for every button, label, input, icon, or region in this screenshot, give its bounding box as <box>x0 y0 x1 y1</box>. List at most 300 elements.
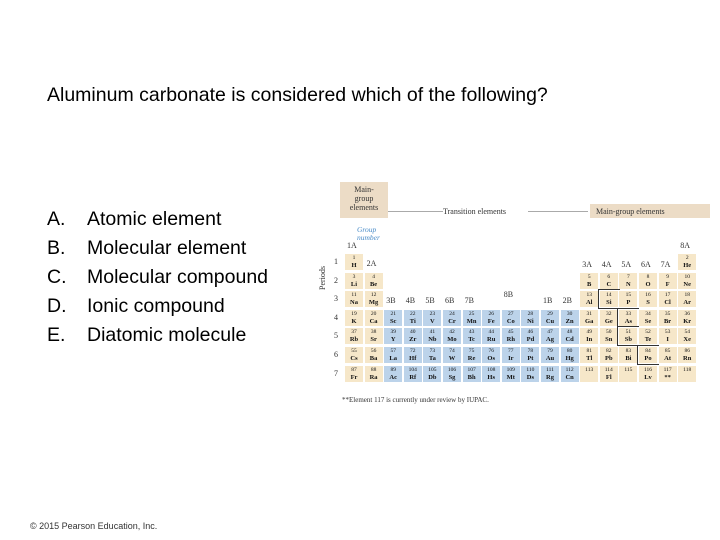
transition-label: Transition elements <box>443 207 507 216</box>
element-cell <box>383 327 403 345</box>
element-cell <box>658 290 678 308</box>
element-symbol: H <box>351 262 357 269</box>
element-symbol: Mn <box>466 317 477 325</box>
element-symbol: Co <box>506 317 515 325</box>
element-symbol: Si <box>606 299 612 307</box>
element-cell <box>579 365 599 383</box>
group-label-g3: 3B <box>386 296 396 305</box>
period-number: 1 <box>334 257 338 266</box>
option-text: Molecular compound <box>87 266 269 288</box>
group-label-g4: 4B <box>405 296 416 305</box>
periodic-table-figure <box>318 182 710 410</box>
option-letter: A. <box>47 208 66 230</box>
atomic-number: 23 <box>429 310 436 317</box>
element-cell <box>442 309 462 327</box>
main-group-label-right: Main-group elements <box>596 207 665 216</box>
element-cell <box>422 327 442 345</box>
element-symbol: Sc <box>389 317 397 325</box>
group-label-g18: 8A <box>680 241 690 250</box>
group-label-g16: 6A <box>641 260 651 269</box>
element-cell <box>560 346 580 364</box>
atomic-number: 21 <box>390 310 396 317</box>
element-symbol: Hg <box>565 355 574 362</box>
atomic-number: 117 <box>663 366 672 373</box>
atomic-number: 4 <box>372 273 375 280</box>
element-cell <box>501 309 521 327</box>
atomic-number: 33 <box>625 310 632 317</box>
element-symbol: Bi <box>625 355 632 362</box>
atomic-number: 38 <box>370 329 377 336</box>
transition-line-left <box>388 211 443 212</box>
atomic-number: 36 <box>684 310 690 317</box>
atomic-number: 83 <box>625 348 632 354</box>
atomic-number: 52 <box>645 329 651 336</box>
atomic-number: 17 <box>664 292 671 299</box>
atomic-number: 14 <box>606 292 612 299</box>
element-symbol: Zr <box>409 336 417 344</box>
atomic-number: 6 <box>607 273 611 280</box>
main-group-label-left: Main- group elements <box>349 185 379 212</box>
element-cell <box>344 346 364 364</box>
element-symbol: Fl <box>605 373 612 381</box>
element-cell <box>383 309 403 327</box>
element-symbol: Rf <box>409 373 417 381</box>
element-symbol: P <box>626 299 631 307</box>
atomic-number: 35 <box>664 310 671 317</box>
element-symbol: Ga <box>585 317 594 325</box>
element-cell <box>658 272 678 290</box>
element-cell <box>658 327 678 345</box>
element-symbol: Br <box>663 317 672 325</box>
element-symbol: Be <box>369 280 378 288</box>
option-text: Diatomic molecule <box>87 324 247 346</box>
element-symbol: N <box>626 280 631 288</box>
element-symbol: He <box>683 262 692 269</box>
atomic-number: 1 <box>352 255 356 261</box>
atomic-number: 18 <box>684 292 690 299</box>
element-cell <box>344 272 364 290</box>
element-symbol: Mt <box>506 373 515 381</box>
element-cell <box>638 365 658 383</box>
element-symbol: Po <box>644 355 652 362</box>
atomic-number: 110 <box>526 366 535 373</box>
element-symbol: I <box>666 336 669 344</box>
atomic-number: 22 <box>410 310 416 317</box>
element-cell <box>344 253 364 271</box>
element-cell <box>677 309 697 327</box>
atomic-number: 79 <box>547 348 553 354</box>
group-label-g11: 1B <box>543 296 553 305</box>
element-symbol: Rh <box>506 336 515 344</box>
atomic-number: 115 <box>624 366 633 373</box>
atomic-number: 2 <box>685 255 689 261</box>
element-cell <box>422 365 442 383</box>
element-cell <box>403 327 423 345</box>
atomic-number: 105 <box>428 366 437 373</box>
element-symbol: Ar <box>683 299 691 307</box>
element-cell <box>383 365 403 383</box>
element-symbol: W <box>448 355 456 362</box>
atomic-number: 12 <box>370 292 377 299</box>
atomic-number: 28 <box>527 310 534 317</box>
element-symbol: Xe <box>683 336 691 344</box>
element-cell <box>618 327 638 345</box>
atomic-number: 85 <box>664 348 671 354</box>
option-letter: B. <box>47 237 66 259</box>
element-symbol: Nb <box>428 336 437 344</box>
group-label-g1: 1A <box>347 241 357 250</box>
option-text: Atomic element <box>87 208 222 230</box>
element-symbol: Ru <box>487 336 496 344</box>
atomic-number: 16 <box>645 292 651 299</box>
atomic-number: 89 <box>390 366 396 373</box>
element-cell <box>658 365 678 383</box>
periods-label: Periods <box>318 266 327 290</box>
element-cell <box>658 309 678 327</box>
element-symbol: Rg <box>546 373 554 381</box>
element-symbol: O <box>645 280 651 288</box>
element-symbol: Sb <box>624 336 632 344</box>
option-b <box>47 234 268 263</box>
atomic-number: 37 <box>351 329 357 336</box>
element-cell <box>540 327 560 345</box>
element-cell <box>364 290 384 308</box>
element-symbol: Li <box>350 280 358 288</box>
element-cell <box>618 309 638 327</box>
element-symbol: Pb <box>605 355 613 362</box>
element-cell <box>520 346 540 364</box>
element-symbol: Mo <box>447 336 457 344</box>
element-symbol: Re <box>467 355 476 362</box>
element-cell <box>638 290 658 308</box>
element-symbol: Ac <box>389 373 397 381</box>
atomic-number: 106 <box>447 366 457 373</box>
answer-options <box>47 205 268 350</box>
element-cell <box>383 346 403 364</box>
element-symbol: V <box>430 317 435 325</box>
element-symbol: In <box>586 336 593 344</box>
element-cell <box>422 346 442 364</box>
element-symbol: Hf <box>409 355 417 362</box>
atomic-number: 114 <box>604 366 613 373</box>
option-c <box>47 263 268 292</box>
atomic-number: 44 <box>488 329 494 336</box>
atomic-number: 87 <box>351 366 357 373</box>
element-cell <box>442 346 462 364</box>
element-symbol: K <box>351 317 357 325</box>
atomic-number: 41 <box>429 329 436 336</box>
group-label-g15: 5A <box>621 260 632 269</box>
element-symbol: Te <box>644 336 652 344</box>
atomic-number: 80 <box>566 348 573 354</box>
period-number: 7 <box>334 368 338 378</box>
atomic-number: 104 <box>408 366 417 373</box>
element-symbol: ** <box>664 373 671 381</box>
atomic-number: 78 <box>527 348 534 354</box>
atomic-number: 88 <box>370 366 377 373</box>
atomic-number: 48 <box>566 329 573 336</box>
element-cell <box>422 309 442 327</box>
transition-line-right <box>528 211 588 212</box>
element-symbol: Ba <box>369 355 378 362</box>
atomic-number: 45 <box>508 329 514 336</box>
atomic-number: 73 <box>429 348 436 354</box>
element-cell <box>462 309 482 327</box>
atomic-number: 112 <box>565 366 574 373</box>
atomic-number: 20 <box>370 310 377 317</box>
atomic-number: 25 <box>468 310 475 317</box>
element-symbol: Db <box>428 373 437 381</box>
element-symbol: Fe <box>487 317 495 325</box>
period-number: 6 <box>334 350 338 359</box>
element-symbol: Ge <box>604 317 613 325</box>
element-cell <box>599 309 619 327</box>
element-symbol: La <box>389 355 397 362</box>
element-cell <box>462 365 482 383</box>
element-symbol: Ti <box>409 317 416 325</box>
element-symbol: Ag <box>546 336 554 344</box>
atomic-number: 111 <box>546 366 554 373</box>
element-cell <box>618 290 638 308</box>
atomic-number: 9 <box>666 273 669 280</box>
atomic-number: 75 <box>468 348 475 354</box>
element-cell <box>481 346 501 364</box>
atomic-number: 56 <box>370 348 377 354</box>
element-cell <box>677 272 697 290</box>
atomic-number: 54 <box>684 329 690 336</box>
element-cell <box>618 346 638 364</box>
element-cell <box>364 346 384 364</box>
option-letter: D. <box>47 295 67 317</box>
atomic-number: 50 <box>606 329 612 336</box>
element-symbol: Ra <box>369 373 378 381</box>
element-symbol: Pd <box>526 336 535 344</box>
element-symbol: Cr <box>448 317 456 325</box>
element-cell <box>344 290 364 308</box>
option-text: Molecular element <box>87 237 247 259</box>
atomic-number: 29 <box>547 310 553 317</box>
element-symbol: Au <box>545 355 555 362</box>
element-cell <box>364 365 384 383</box>
element-cell <box>403 346 423 364</box>
atomic-number: 24 <box>449 310 455 317</box>
element-cell <box>520 309 540 327</box>
atomic-number: 51 <box>625 329 632 336</box>
element-symbol: Tl <box>586 355 593 362</box>
atomic-number: 107 <box>467 366 476 373</box>
element-cell <box>403 309 423 327</box>
element-cell <box>540 365 560 383</box>
element-symbol: Rb <box>349 336 359 344</box>
element-cell <box>520 327 540 345</box>
period-number: 2 <box>334 275 338 285</box>
atomic-number: 53 <box>664 329 671 336</box>
element-symbol: Na <box>350 299 358 307</box>
atomic-number: 13 <box>586 292 592 299</box>
element-cell <box>560 365 580 383</box>
atomic-number: 15 <box>625 292 632 299</box>
element-symbol: Mg <box>368 299 379 307</box>
atomic-number: 77 <box>508 348 514 354</box>
atomic-number: 84 <box>645 348 651 354</box>
element-symbol: S <box>646 299 650 307</box>
element-cell <box>462 327 482 345</box>
element-cell <box>677 290 697 308</box>
element-symbol: Ds <box>526 373 534 381</box>
atomic-number: 32 <box>606 310 612 317</box>
element-symbol: Ir <box>508 355 514 362</box>
element-symbol: At <box>664 355 672 362</box>
option-e <box>47 321 268 350</box>
atomic-number: 116 <box>643 366 653 373</box>
option-letter: C. <box>47 266 67 288</box>
element-cell <box>579 272 599 290</box>
copyright-notice: © 2015 Pearson Education, Inc. <box>30 521 158 531</box>
element-symbol: Pt <box>527 355 534 362</box>
element-symbol: Tc <box>468 336 475 344</box>
element-cell <box>344 365 364 383</box>
atomic-number: 31 <box>586 310 592 317</box>
element-cell <box>618 365 638 383</box>
element-cell <box>677 346 697 364</box>
group-label-g8: 8B <box>503 290 514 299</box>
element-cell <box>658 346 678 364</box>
atomic-number: 19 <box>351 310 357 317</box>
atomic-number: 27 <box>508 310 514 317</box>
element-symbol: Cl <box>664 299 671 307</box>
atomic-number: 46 <box>527 329 534 336</box>
element-cell <box>638 309 658 327</box>
element-cell <box>579 327 599 345</box>
element-symbol: Ca <box>369 317 378 325</box>
atomic-number: 49 <box>586 329 592 336</box>
atomic-number: 39 <box>390 329 396 336</box>
element-symbol: Os <box>487 355 495 362</box>
group-label-g17: 7A <box>660 260 671 269</box>
element-cell <box>560 327 580 345</box>
element-cell <box>481 327 501 345</box>
atomic-number: 76 <box>488 348 494 354</box>
element-symbol: Ta <box>428 355 436 362</box>
element-symbol: Lv <box>644 373 652 381</box>
element-symbol: Ne <box>683 280 691 288</box>
element-cell <box>599 346 619 364</box>
element-symbol: Y <box>390 336 396 344</box>
element-symbol: F <box>665 280 670 288</box>
option-text: Ionic compound <box>87 295 225 317</box>
element-cell <box>599 365 619 383</box>
element-symbol: Sg <box>448 373 456 381</box>
group-label-g5: 5B <box>425 296 435 305</box>
element-symbol: Zn <box>565 317 574 325</box>
atomic-number: 26 <box>488 310 494 317</box>
element-symbol: Al <box>585 299 593 307</box>
group-label-g6: 6B <box>445 296 455 305</box>
atomic-number: 3 <box>352 273 356 280</box>
option-d <box>47 292 268 321</box>
element-symbol: Sr <box>370 336 377 344</box>
atomic-number: 81 <box>586 348 592 354</box>
element-cell <box>364 309 384 327</box>
period-number: 4 <box>334 312 338 322</box>
group-label-g13: 3A <box>582 260 592 269</box>
element-cell <box>403 365 423 383</box>
element-cell <box>442 327 462 345</box>
atomic-number: 113 <box>585 366 594 373</box>
element-cell <box>638 346 658 364</box>
element-cell <box>677 327 697 345</box>
element-cell <box>364 327 384 345</box>
element-cell <box>638 327 658 345</box>
atomic-number: 55 <box>351 348 357 354</box>
element-cell <box>677 365 697 383</box>
period-number: 5 <box>334 331 338 341</box>
atomic-number: 108 <box>487 366 496 373</box>
atomic-number: 5 <box>587 273 591 280</box>
atomic-number: 42 <box>449 329 455 336</box>
element-cell <box>501 346 521 364</box>
atomic-number: 109 <box>506 366 515 373</box>
atomic-number: 40 <box>410 329 416 336</box>
atomic-number: 43 <box>468 329 475 336</box>
element-cell <box>540 309 560 327</box>
element-cell <box>579 290 599 308</box>
element-symbol: Se <box>644 317 652 325</box>
atomic-number: 82 <box>606 348 612 354</box>
element-cell <box>599 290 619 308</box>
atomic-number: 30 <box>566 310 573 317</box>
element-cell <box>462 346 482 364</box>
atomic-number: 10 <box>684 273 690 280</box>
atomic-number: 7 <box>627 273 630 280</box>
atomic-number: 74 <box>449 348 455 354</box>
element-cell <box>520 365 540 383</box>
option-letter: E. <box>47 324 66 346</box>
element-cell <box>599 327 619 345</box>
element-symbol: As <box>624 317 632 325</box>
group-label-g7: 7B <box>464 296 474 305</box>
element-cell <box>501 327 521 345</box>
element-symbol: Bh <box>467 373 476 381</box>
element-cell <box>638 272 658 290</box>
element-cell <box>579 309 599 327</box>
period-number: 3 <box>334 294 338 304</box>
element-symbol: Hs <box>487 373 495 381</box>
element-symbol: Cn <box>565 373 574 381</box>
element-cell <box>481 309 501 327</box>
element-cell <box>344 309 364 327</box>
atomic-number: 11 <box>351 292 357 299</box>
element-cell <box>599 272 619 290</box>
question-text: Aluminum carbonate is considered which of the following? <box>47 84 548 106</box>
atomic-number: 86 <box>684 348 690 354</box>
element-cell <box>501 365 521 383</box>
atomic-number: 118 <box>683 366 692 373</box>
element-cell <box>364 272 384 290</box>
group-label-g12: 2B <box>562 296 572 305</box>
option-a <box>47 205 268 234</box>
group-label-g2: 2A <box>366 259 377 268</box>
element-cell <box>579 346 599 364</box>
element-cell <box>560 309 580 327</box>
element-symbol: Cu <box>545 317 555 325</box>
element-symbol: Cs <box>350 355 358 362</box>
element-symbol: Sn <box>605 336 613 344</box>
element-cell <box>481 365 501 383</box>
element-symbol: B <box>587 280 592 288</box>
element-symbol: C <box>606 280 612 288</box>
element-cell <box>540 346 560 364</box>
